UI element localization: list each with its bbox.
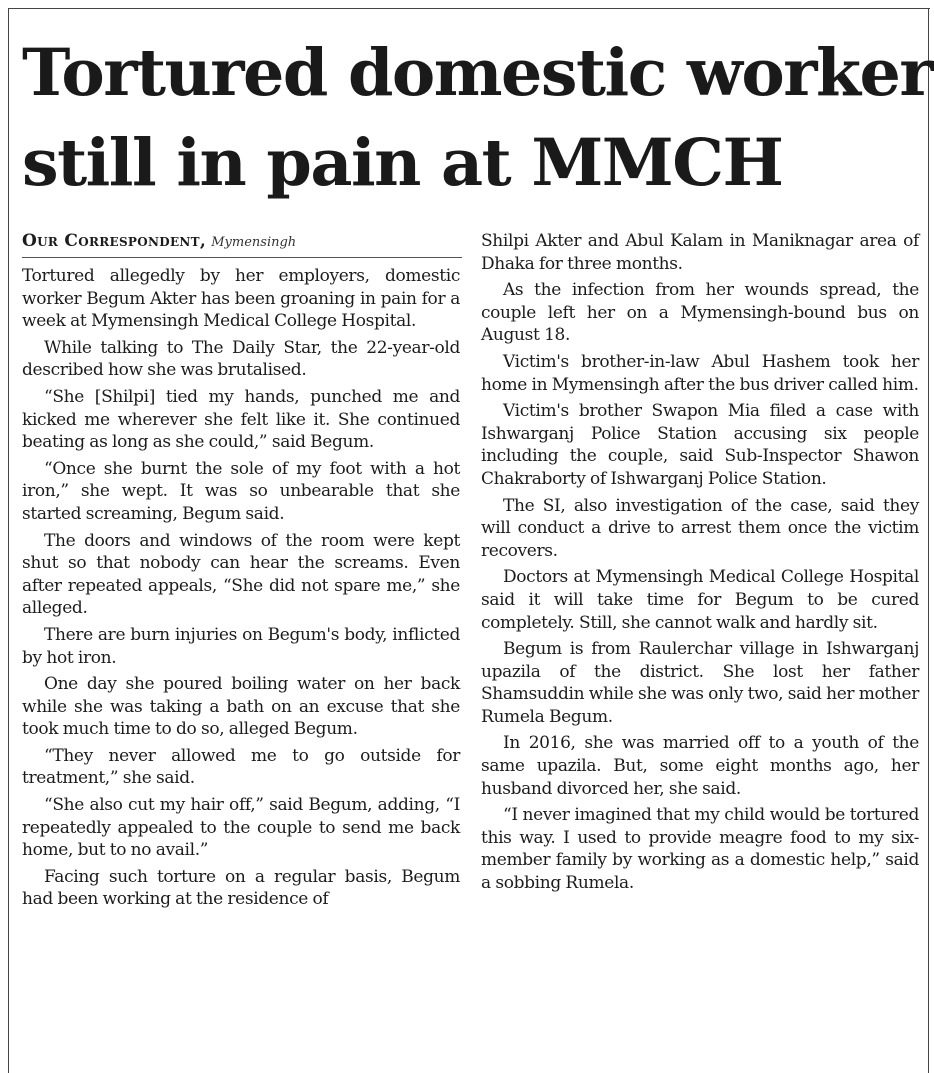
paragraph: “She also cut my hair off,” said Begum, adding, “I repeatedly appealed to the couple to send me back home, but to no avail.” bbox=[22, 795, 460, 861]
headline bbox=[22, 28, 933, 208]
paragraph: “They never allowed me to go outside for treatment,” she said. bbox=[22, 745, 460, 789]
paragraph: In 2016, she was married off to a youth of the same upazila. But, some eight months ago, her husband divorced her, she said. bbox=[481, 733, 919, 799]
article-column-left bbox=[22, 265, 460, 915]
paragraph: While talking to The Daily Star, the 22-year-old described how she was brutalised. bbox=[22, 337, 460, 381]
paragraph: Tortured allegedly by her employers, domestic worker Begum Akter has been groaning in pain for a week at Mymensingh Medical College Hospital. bbox=[22, 266, 460, 332]
paragraph: Shilpi Akter and Abul Kalam in Maniknagar area of Dhaka for three months. bbox=[481, 231, 919, 274]
byline bbox=[22, 230, 462, 254]
paragraph: Victim's brother-in-law Abul Hashem took her home in Mymensingh after the bus driver called him. bbox=[481, 351, 919, 395]
paragraph: Begum is from Raulerchar village in Ishwarganj upazila of the district. She lost her father Shamsuddin while she was only two, said her mother Rumela Begum. bbox=[481, 639, 919, 727]
paragraph: The SI, also investigation of the case, said they will conduct a drive to arrest them once the victim recovers. bbox=[481, 495, 919, 561]
paragraph: Facing such torture on a regular basis, Begum had been working at the residence of bbox=[22, 866, 460, 910]
byline-location: Mymensingh bbox=[211, 235, 297, 250]
article-column-right bbox=[481, 230, 919, 899]
paragraph: There are burn injuries on Begum's body, inflicted by hot iron. bbox=[22, 624, 460, 668]
paragraph: “Once she burnt the sole of my foot with a hot iron,” she wept. It was so unbearable that she started screaming, Begum said. bbox=[22, 458, 460, 524]
paragraph: The doors and windows of the room were kept shut so that nobody can hear the screams. Even after repeated appeals, “She did not spare me,” she alleged. bbox=[22, 530, 460, 619]
paragraph: Victim's brother Swapon Mia filed a case with Ishwarganj Police Station accusing six people including the couple, said Sub-Inspector Shawon Chakraborty of Ishwarganj Police Station. bbox=[481, 401, 919, 489]
headline-line-1: Tortured domestic worker bbox=[22, 35, 933, 111]
paragraph: As the infection from her wounds spread, the couple left her on a Mymensingh-bound bus on August 18. bbox=[481, 280, 919, 346]
byline-name: Our Correspondent, bbox=[22, 231, 207, 251]
top-border-rule bbox=[8, 8, 930, 9]
right-border-rule bbox=[928, 8, 929, 1073]
headline-line-2: still in pain at MMCH bbox=[22, 125, 783, 201]
paragraph: “I never imagined that my child would be tortured this way. I used to provide meagre food to my six-member family by working as a domestic help,” said a sobbing Rumela. bbox=[481, 805, 919, 894]
paragraph: Doctors at Mymensingh Medical College Hospital said it will take time for Begum to be cured completely. Still, she cannot walk and hardly sit. bbox=[481, 567, 919, 633]
byline-rule bbox=[22, 257, 462, 258]
paragraph: One day she poured boiling water on her back while she was taking a bath on an excuse that she took much time to do so, alleged Begum. bbox=[22, 674, 460, 740]
paragraph: “She [Shilpi] tied my hands, punched me and kicked me wherever she felt like it. She continued beating as long as she could,” said Begum. bbox=[22, 386, 460, 453]
left-border-rule bbox=[8, 8, 9, 1073]
